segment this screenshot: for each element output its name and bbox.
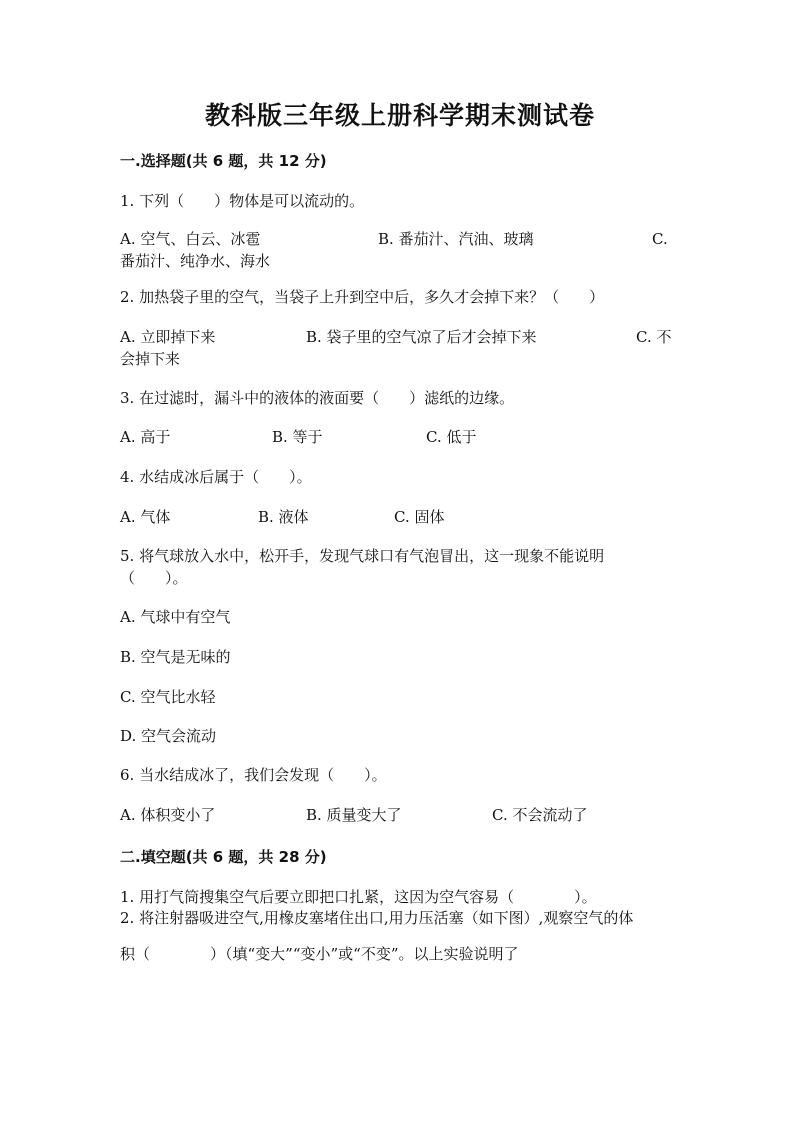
option-b: B. 液体	[258, 508, 309, 526]
question-3-options	[120, 426, 680, 448]
option-a: A. 立即掉下来	[120, 328, 216, 346]
option-c: C. 低于	[426, 428, 477, 446]
question-5-stem-line1: 5. 将气球放入水中，松开手，发现气球口有气泡冒出，这一现象不能说明	[120, 547, 605, 565]
option-c: C.	[652, 230, 668, 248]
fill-question-2-line2: 积（ ）（填“变大”“变小”或“不变”。以上实验说明了	[120, 945, 519, 963]
option-c: C. 不会流动了	[492, 806, 588, 824]
option-d: D. 空气会流动	[120, 727, 217, 745]
option-a: A. 空气、白云、冰雹	[120, 230, 261, 248]
option-c-continuation: 会掉下来	[120, 350, 181, 368]
option-b: B. 袋子里的空气凉了后才会掉下来	[306, 328, 537, 346]
option-a: A. 气体	[120, 508, 171, 526]
section-heading-choice: 一.选择题(共 6 题，共 12 分)	[120, 152, 327, 170]
question-6-options	[120, 804, 680, 826]
section-heading-fill-in: 二.填空题(共 6 题，共 28 分)	[120, 848, 327, 866]
question-2-stem: 2. 加热袋子里的空气，当袋子上升到空中后，多久才会掉下来？（ ）	[120, 288, 605, 306]
question-4-stem: 4. 水结成冰后属于（ ）。	[120, 468, 312, 486]
option-a: A. 体积变小了	[120, 806, 216, 824]
option-c-continuation: 番茄汁、纯净水、海水	[120, 252, 271, 270]
option-c: C. 不	[636, 328, 672, 346]
question-3-stem: 3. 在过滤时，漏斗中的液体的液面要（ ）滤纸的边缘。	[120, 389, 515, 407]
fill-question-2-line1: 2. 将注射器吸进空气,用橡皮塞堵住出口,用力压活塞（如下图）,观察空气的体	[120, 909, 634, 927]
question-1-options	[120, 228, 680, 272]
question-2-options	[120, 326, 680, 370]
question-4-options	[120, 506, 680, 528]
option-b: B. 等于	[272, 428, 323, 446]
option-b: B. 质量变大了	[306, 806, 402, 824]
page-title: 教科版三年级上册科学期末测试卷	[204, 101, 595, 130]
option-a: A. 高于	[120, 428, 171, 446]
option-b: B. 空气是无味的	[120, 648, 231, 666]
question-6-stem: 6. 当水结成冰了，我们会发现（ ）。	[120, 766, 387, 784]
question-1-stem: 1. 下列（ ）物体是可以流动的。	[120, 192, 365, 210]
option-c: C. 固体	[394, 508, 445, 526]
question-5-stem-line2: （ ）。	[120, 569, 188, 587]
option-c: C. 空气比水轻	[120, 688, 216, 706]
option-a: A. 气球中有空气	[120, 608, 231, 626]
option-b: B. 番茄汁、汽油、玻璃	[378, 230, 534, 248]
fill-question-1: 1. 用打气筒搜集空气后要立即把口扎紧，这因为空气容易（ ）。	[120, 888, 597, 906]
